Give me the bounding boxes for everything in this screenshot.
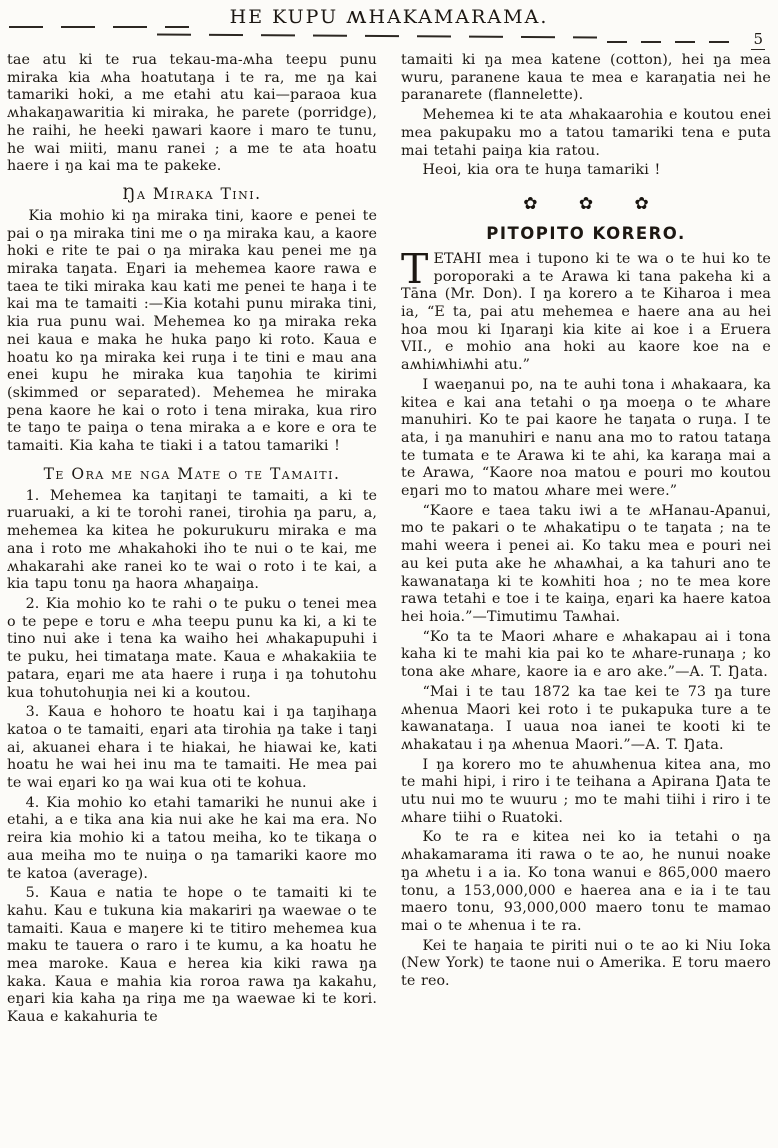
wh-ligature-glyph: ʍ [346,1,369,29]
paragraph-farming-awards: I ŋa korero mo te ahuʍhenua kitea ana, mo te mahi hipi, i riro i te teihana a Apirana Ŋata te utu nui mo te wuuru ; mo te mahi tiihi i riro i te ʍhare tiihi o Ruatoki. [401,756,771,826]
page-title-post: HAKAMARAMA. [368,6,549,28]
page-title-pre: HE KUPU [229,6,347,28]
page-number: 5 [753,30,763,48]
paragraph-advice-summary: Mehemea ki te ata ʍhakaarohia e koutou enei mea pakupaku mo a tatou tamariki tena e puta mai tetahi paiŋa kia ratou. [401,107,771,159]
numbered-advice-2: 2. Kia mohio ko te rahi o te puku o tenei mea o te pepe e toru e ʍha teepu punu ka ki, a ki te tino nui ake i tena ka waiho hei ʍhakapupuhi i te puku, hei timataŋa mate. Kaua e ʍhakakiia te patara, eŋari me ata haere i ruŋa i ŋa tohutohu kua tohutohuŋia nei ki a koutou. [7,595,377,701]
right-column [401,52,771,1029]
header-rule-right [607,41,737,43]
page-title [7,1,771,29]
quote-ngata-land-laws: “Mai i te tau 1872 ka tae kei te 73 ŋa ture ʍhenua Maori kei roto i te pukapuka ture a te kawanataŋa. I uaua noa ianei te kooti ki te ʍhakatau i ŋa ʍhenua Maori.”—A. T. Ŋata. [401,683,771,753]
drop-cap-initial: T [401,244,429,293]
header-rule-main [157,33,597,38]
paragraph-new-york-bridge: Kei te haŋaia te piriti nui o te ao ki Niu Ioka (New York) te taone nui o Amerika. E toru maero te reo. [401,937,771,990]
masthead [7,1,771,50]
numbered-advice-5: 5. Kaua e natia te hope o te tamaiti ki te kahu. Kau e tukuna kia makariri ŋa waewae o te tamaiti. Kaua e maŋere ki te titiro mehemea kua maku te tauera o raro i te kumu, a ka hoatu he mea maroke. Kaua e herea kia kiki rawa ŋa kaka. Kaua e mahia kia roroa rawa ŋa kakahu, eŋari kia kaha ŋa riŋa me ŋa waewae ki te kori. Kaua e kakahuria te [7,885,377,1026]
left-column [7,52,377,1029]
paragraph-hui-farewell-text: ETAHI mea i tupono ki te wa o te hui ko te poroporaki a te Arawa ki tana pakeha ki a Tāna (Mr. Don). I ŋa korero a te Kiharoa i mea ia, “E ta, pai atu mehemea e haere ana au hei hoa mou ki Iŋaraŋi kia kite ai koe i a Eruera VII., e mohio ana hoki au kaore koe na e aʍhiʍhiʍhi atu.” [401,250,771,374]
quote-timutimu-tawhai: “Kaore e taea taku iwi a te ʍHanau-Apanui, mo te pakari o te ʍhakatipu o te taŋata ; na te mahi weera i penei ai. Ko taku mea e pouri nei au kei puta ake he ʍhaʍhai, a ka tahuri ano te kawanataŋa ki te koʍhiti hoa ; no te mea kore rawa tetahi e toe i te kaiŋa, eŋari ka haere katoa hei hoia.”—Timutimu Taʍhai. [401,502,771,625]
paragraph-sun-facts: Ko te ra e kitea nei ko ia tetahi o ŋa ʍhakamarama iti rawa o te ao, he nunui noake ŋa ʍhetu i a ia. Ko tona wanui e 865,000 maero tonu, a 153,000,000 e haerea ana e ia i te tau maero tonu, 93,000,000 maero tonu te mamao mai o te ʍhenua i te ra. [401,829,771,934]
rosette-ornament-icon: ✿ [523,193,538,214]
heading-nga-miraka-tini: Ŋa Miraka Tini. [122,184,262,203]
section-divider-ornaments [401,194,771,214]
paragraph-closing-blessing: Heoi, kia ora te huŋa tamariki ! [422,162,661,179]
paragraph-continuation-food: tae atu ki te rua tekau-ma-ʍha teepu punu miraka kia ʍha hoatutaŋa i te ra, me ŋa kai tamariki hoki, a me etahi atu kai—paraoa kua ʍhakaŋawaritia ki miraka, he parete (porridge), he raihi, he heeki ŋawari kaore i maro te tunu, he wai miiti, manu ranei ; a me te ata hoatu haere i ŋa kai ma te pakeke. [7,52,377,175]
rosette-ornament-icon: ✿ [578,193,594,214]
quote-ngata-house: “Ko ta te Maori ʍhare e ʍhakapau ai i tona kaha ki te mahi kia pai ko te ʍhare-runaŋa ; ko tona ake ʍhare, kaore ia e aro ake.”—A. T. Ŋata. [401,628,771,681]
numbered-advice-4: 4. Kia mohio ko etahi tamariki he nunui ake i etahi, a e tika ana kia nui ake he kai ma era. No reira kia mohio ki a tatou meiha, ko te tikaŋa o aua meiha mo te nuiŋa o ŋa tamariki kaore mo te katoa (average). [7,794,377,882]
numbered-advice-3: 3. Kaua e hohoro te hoatu kai i ŋa taŋihaŋa katoa o te tamaiti, eŋari ata tirohia ŋa take i taŋi ai, akuanei ehara i te hiakai, he hiawai ke, kati hoatu he wai hei inu ma te tamaiti. He mea pai te wai eŋari ko ŋa wai kua oti te kohua. [7,704,377,792]
paragraph-condensed-milk: Kia mohio ki ŋa miraka tini, kaore e penei te pai o ŋa miraka tini me o ŋa miraka kau, a kaore hoki e rite te pai o ŋa miraka kau penei me ŋa miraka taŋata. Eŋari ia mehemea kaore rawa e taea te tiki miraka kau kati me penei te haŋa i te kai ma te tamaiti :—Kia kotahi punu miraka tini, kia rua punu wai. Mehemea ko ŋa miraka reka nei kaua e maka he huka paŋo ki roto. Kaua e hoatu ko ŋa miraka kei ruŋa i te tini e mau ana enei kupu he miraka kua taŋohia te kirimi (skimmed or separated). Mehemea he miraka pena kaore he kai o roto i tena miraka, kua riro te taŋo te paiŋa o tena miraka a e kore e ora te tamaiti. Kia kaha te tiaki i a tatou tamariki ! [7,207,377,455]
header-rule-left [9,26,189,28]
heading-pitopito-korero: PITOPITO KORERO. [486,223,686,243]
paragraph-continuation-clothing: tamaiti ki ŋa mea katene (cotton), hei ŋa mea wuru, paranene kaua te mea e karaŋatia nei he paranarete (flannelette). [401,52,771,104]
two-column-layout [7,52,771,1029]
numbered-advice-1: 1. Mehemea ka taŋitaŋi te tamaiti, a ki te ruaruaki, a ki te torohi ranei, tirohia ŋa paru, a, mehemea ka kitea he pokurukuru miraka e ma ana i roto me ʍhakahoki iho te nui o te kai, me ʍhakarahi ake ranei ko te wai o roto i te kai, a kia tapu tonu ŋa haora ʍhaŋaiŋa. [7,487,377,593]
paragraph-midnight-fire: I waeŋanui po, na te auhi tona i ʍhakaara, ka kitea e kai ana tetahi o ŋa moeŋa o te ʍhare manuhiri. Ko te pai kaore he taŋata o ruŋa. I te ata, i ŋa manuhiri e nanu ana mo to ratou tataŋa te tumata e te Arawa ki te ahi, ka karaŋa mai a te Arawa, “Kaore noa matou e pouri mo koutou eŋari mo to matou ʍhare mei were.” [401,376,771,500]
heading-te-ora-me-nga-mate: Te Ora me nga Mate o te Tamaiti. [43,464,341,483]
rosette-ornament-icon: ✿ [634,193,649,214]
paragraph-hui-farewell [401,244,771,375]
